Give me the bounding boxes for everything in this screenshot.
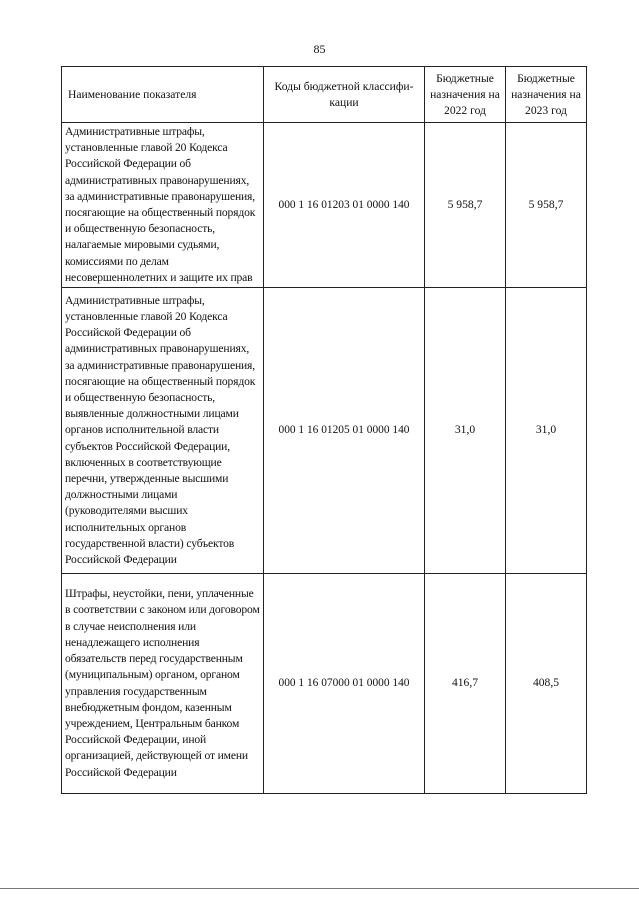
budget-code: 000 1 16 01205 01 0000 140 — [264, 288, 425, 574]
budget-2022-value: 416,7 — [425, 574, 506, 794]
budget-code: 000 1 16 07000 01 0000 140 — [264, 574, 425, 794]
budget-2023-value: 5 958,7 — [506, 123, 587, 288]
budget-code: 000 1 16 01203 01 0000 140 — [264, 123, 425, 288]
indicator-name: Административные штрафы, установленные главой 20 Кодекса Российской Федерации об административных правонарушениях, за административные правонарушения, посягающие на общественный порядок и общественную безопасность, налагаемые мировыми судьями, комиссиями по делам несовершеннолетних и защите их прав — [62, 123, 264, 288]
table-row — [62, 288, 587, 574]
budget-2023-value: 31,0 — [506, 288, 587, 574]
budget-table — [61, 66, 587, 794]
budget-2023-value: 408,5 — [506, 574, 587, 794]
header-budget-2023: Бюджетные назначения на 2023 год — [506, 67, 587, 123]
budget-2022-value: 5 958,7 — [425, 123, 506, 288]
page-number: 85 — [313, 42, 326, 56]
header-indicator-name: Наименование показателя — [62, 67, 264, 123]
budget-2022-value: 31,0 — [425, 288, 506, 574]
table-row — [62, 123, 587, 288]
indicator-name: Административные штрафы, установленные главой 20 Кодекса Российской Федерации об административных правонарушениях, за административные правонарушения, посягающие на общественный порядок и общественную безопасность, выявленные должностными лицами органов исполнительной власти субъектов Российской Федерации, включенных в соответствующие перечни, утвержденные высшими должностными лицами (руководителями высших исполнительных органов государственной власти) субъектов Российской Федерации — [62, 288, 264, 574]
indicator-name: Штрафы, неустойки, пени, уплаченные в соответствии с законом или договором в случае неисполнения или ненадлежащего исполнения обязательств перед государственным (муниципальным) органом, органом управления государственным внебюджетным фондом, казенным учреждением, Центральным банком Российской Федерации, иной организацией, действующей от имени Российской Федерации — [62, 574, 264, 794]
header-budget-code: Коды бюджетной классифи-кации — [264, 67, 425, 123]
bottom-divider — [0, 888, 639, 889]
header-budget-2022: Бюджетные назначения на 2022 год — [425, 67, 506, 123]
table-row — [62, 574, 587, 794]
table-header-row — [62, 67, 587, 123]
